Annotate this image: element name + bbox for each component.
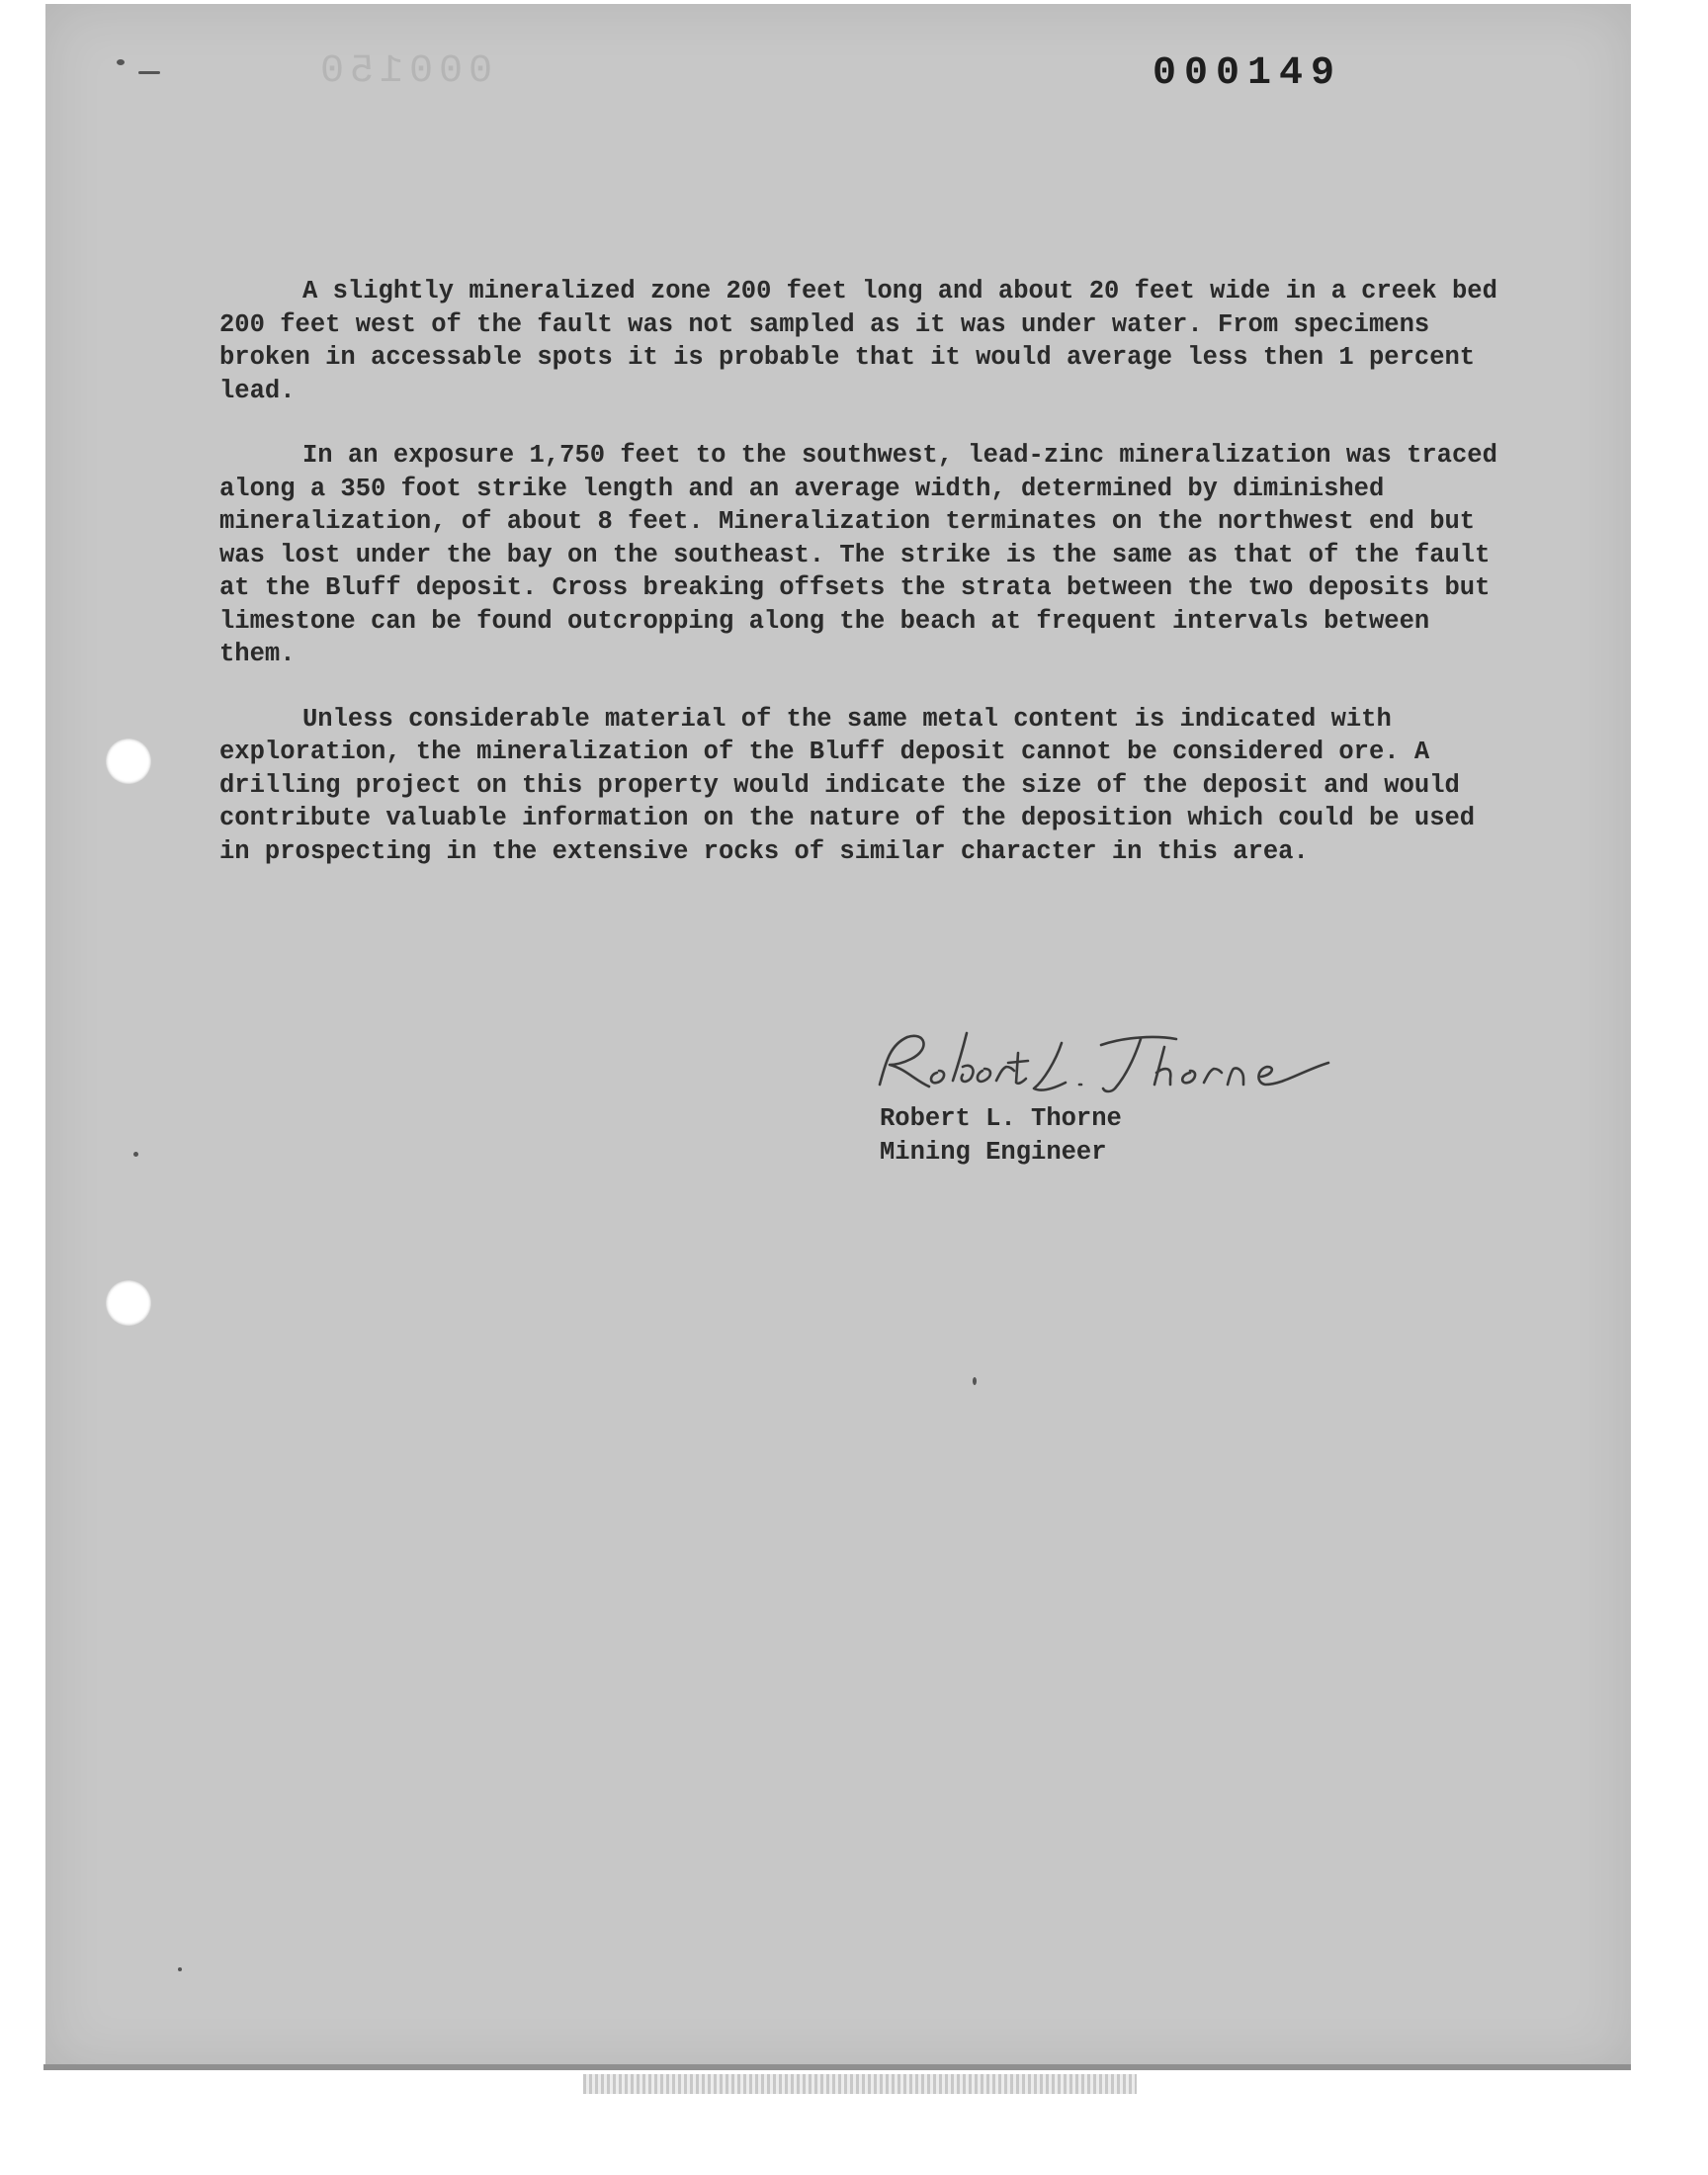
page-number: 000149 — [1153, 51, 1343, 96]
scan-speck — [973, 1377, 977, 1385]
body-text — [219, 275, 1504, 900]
scan-speck — [117, 59, 125, 65]
bleed-through-number: 000150 — [314, 49, 493, 94]
scan-speck — [138, 71, 160, 74]
scan-artifact-strip — [583, 2074, 1137, 2094]
signer-title: Mining Engineer — [880, 1137, 1107, 1167]
scan-speck — [133, 1152, 138, 1157]
signature-block — [868, 1023, 1362, 1169]
page-edge — [43, 2064, 1631, 2070]
paragraph-3: Unless considerable material of the same metal content is indicated with exploration, the mineralization of the Bluff deposit cannot be considered ore. A drilling project on this property would indicate the size of the deposit and would contribute valuable information on the nature of the deposition which could be used in prospecting in the extensive rocks of similar character in this area. — [219, 704, 1476, 866]
scan-speck — [178, 1967, 182, 1971]
paragraph-1: A slightly mineralized zone 200 feet long and about 20 feet wide in a creek bed 200 feet west of the fault was not sampled as it was under water. From specimens broken in accessable spots it is probable that it would average less then 1 percent lead. — [219, 277, 1497, 405]
paragraph-2: In an exposure 1,750 feet to the southwest, lead-zinc mineralization was traced along a 350 foot strike length and an average width, determined by diminished mineralization, of about 8 feet. Mineralization terminates on the northwest end but was lost under the bay on the southeast. The strike is the same as that of the fault at the Bluff deposit. Cross breaking offsets the strata between the two deposits but limestone can be found outcropping along the beach at frequent intervals between them. — [219, 441, 1497, 668]
punch-hole-lower — [106, 1280, 151, 1326]
handwritten-signature — [868, 1023, 1342, 1102]
signer-name: Robert L. Thorne — [880, 1104, 1122, 1133]
punch-hole-upper — [106, 739, 151, 784]
